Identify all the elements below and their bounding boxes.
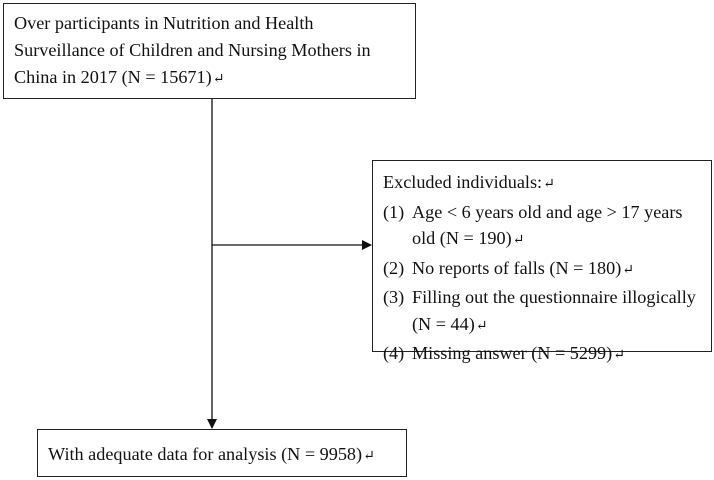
participants-box <box>3 3 416 99</box>
participants-text: Over participants in Nutrition and Health Surveillance of Children and Nursing Mothers in China in 2017 (N = 15671) <box>14 13 371 87</box>
excluded-item-4: (4) Missing answer (N = 5299)↵ <box>383 343 625 363</box>
return-glyph: ↵ <box>363 449 375 464</box>
excluded-box <box>372 160 712 363</box>
excluded-item-3: (3) Filling out the questionnaire illogically (N = 44)↵ <box>383 287 696 334</box>
analysis-text: With adequate data for analysis (N = 9958) <box>48 444 363 464</box>
return-glyph: ↵ <box>212 72 225 87</box>
analysis-box <box>37 429 407 477</box>
excluded-item-2: (2) No reports of falls (N = 180)↵ <box>383 257 634 278</box>
excluded-item-1: (1) Age < 6 years old and age > 17 years old (N = 190)↵ <box>383 201 683 248</box>
excluded-title: Excluded individuals:↵ <box>383 172 555 192</box>
